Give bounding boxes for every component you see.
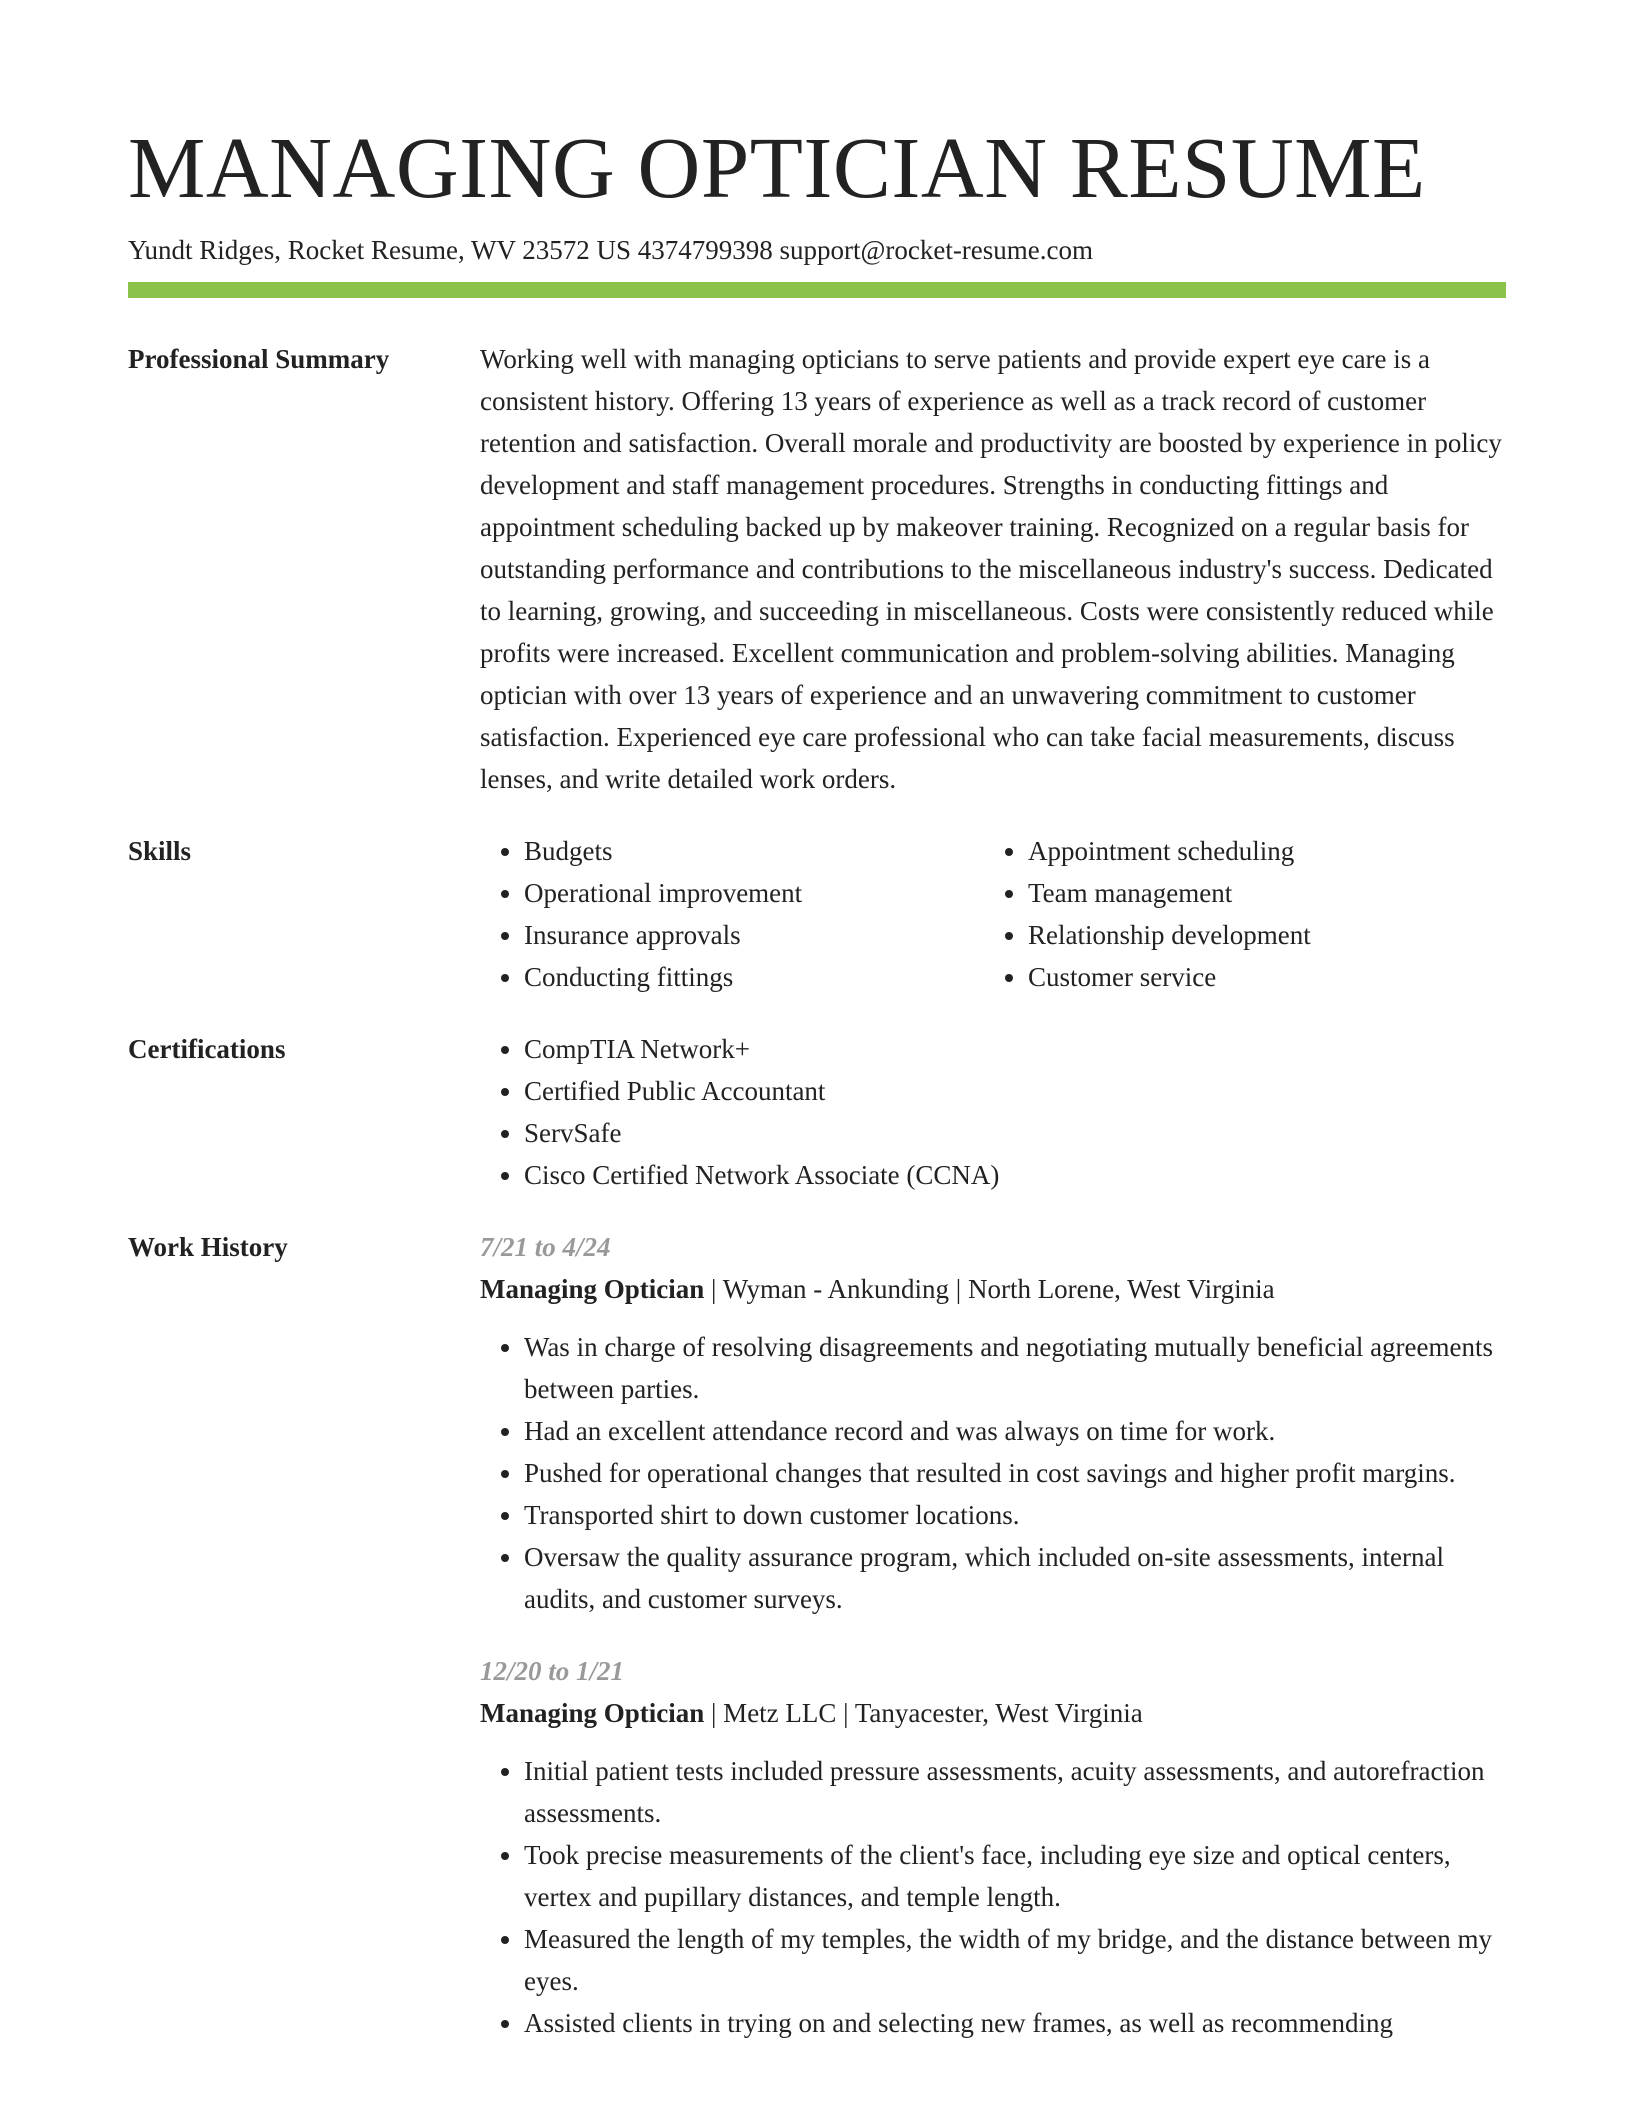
resume-title: MANAGING OPTICIAN RESUME xyxy=(128,119,1426,216)
job-duty-item: • Oversaw the quality assurance program, which included on-site assessments, internal audits, and customer surveys. xyxy=(524,1536,1506,1620)
job-entry xyxy=(480,1226,1506,1620)
job-duty-item: • Initial patient tests included pressure assessments, acuity assessments, and autorefraction assessments. xyxy=(524,1750,1506,1834)
job-dates: 7/21 to 4/24 xyxy=(480,1232,611,1262)
job-entry xyxy=(480,1650,1506,2044)
job-title: Managing Optician xyxy=(480,1698,705,1728)
skill-item: • Operational improvement xyxy=(524,872,984,914)
skill-item: • Appointment scheduling xyxy=(1028,830,1488,872)
job-dates: 12/20 to 1/21 xyxy=(480,1656,625,1686)
certification-item: • Cisco Certified Network Associate (CCNA) xyxy=(524,1154,1506,1196)
job-duty-item: • Took precise measurements of the client's face, including eye size and optical centers, vertex and pupillary distances, and temple length. xyxy=(524,1834,1506,1918)
job-heading xyxy=(480,1268,1506,1310)
certifications-section xyxy=(128,1028,1506,1196)
skill-item: • Team management xyxy=(1028,872,1488,914)
job-duty-item: • Measured the length of my temples, the width of my bridge, and the distance between my eyes. xyxy=(524,1918,1506,2002)
accent-divider xyxy=(128,282,1506,298)
section-label-work-history: Work History xyxy=(128,1232,288,1262)
job-details: | Wyman - Ankunding | North Lorene, West Virginia xyxy=(704,1274,1275,1304)
job-details: | Metz LLC | Tanyacester, West Virginia xyxy=(704,1698,1143,1728)
summary-section xyxy=(128,338,1506,800)
job-duty-item: • Transported shirt to down customer locations. xyxy=(524,1494,1506,1536)
section-label-certifications: Certifications xyxy=(128,1034,286,1064)
skill-item: • Relationship development xyxy=(1028,914,1488,956)
job-duty-item: • Pushed for operational changes that resulted in cost savings and higher profit margins. xyxy=(524,1452,1506,1494)
section-label-skills: Skills xyxy=(128,836,192,866)
certification-item: • ServSafe xyxy=(524,1112,1506,1154)
skill-item: • Insurance approvals xyxy=(524,914,984,956)
skills-section xyxy=(128,830,1506,998)
skill-item: • Customer service xyxy=(1028,956,1488,998)
certifications-list xyxy=(480,1028,1506,1196)
certification-item: • CompTIA Network+ xyxy=(524,1028,1506,1070)
job-duty-item: • Had an excellent attendance record and was always on time for work. xyxy=(524,1410,1506,1452)
contact-line: Yundt Ridges, Rocket Resume, WV 23572 US 4374799398 support@rocket-resume.com xyxy=(128,235,1094,265)
work-history-section xyxy=(128,1226,1506,2074)
job-duties-list xyxy=(480,1750,1506,2044)
job-heading xyxy=(480,1692,1506,1734)
job-duties-list xyxy=(480,1326,1506,1620)
job-duty-item: • Assisted clients in trying on and selecting new frames, as well as recommending xyxy=(524,2002,1506,2044)
job-title: Managing Optician xyxy=(480,1274,705,1304)
skill-item: • Budgets xyxy=(524,830,984,872)
summary-text: Working well with managing opticians to serve patients and provide expert eye care is a consistent history. Offering 13 years of experience as well as a track record of customer retention and satisfaction. Overall morale and productivity are boosted by experience in policy development and staff management procedures. Strengths in conducting fittings and appointment scheduling backed up by makeover training. Recognized on a regular basis for outstanding performance and contributions to the miscellaneous industry's success. Dedicated to learning, growing, and succeeding in miscellaneous. Costs were consistently reduced while profits were increased. Excellent communication and problem-solving abilities. Managing optician with over 13 years of experience and an unwavering commitment to customer satisfaction. Experienced eye care professional who can take facial measurements, discuss lenses, and write detailed work orders. xyxy=(480,344,1502,794)
section-label-summary: Professional Summary xyxy=(128,344,390,374)
skill-item: • Conducting fittings xyxy=(524,956,984,998)
certification-item: • Certified Public Accountant xyxy=(524,1070,1506,1112)
job-duty-item: • Was in charge of resolving disagreements and negotiating mutually beneficial agreements between parties. xyxy=(524,1326,1506,1410)
skills-list-left xyxy=(480,830,984,998)
skills-list-right xyxy=(984,830,1488,998)
